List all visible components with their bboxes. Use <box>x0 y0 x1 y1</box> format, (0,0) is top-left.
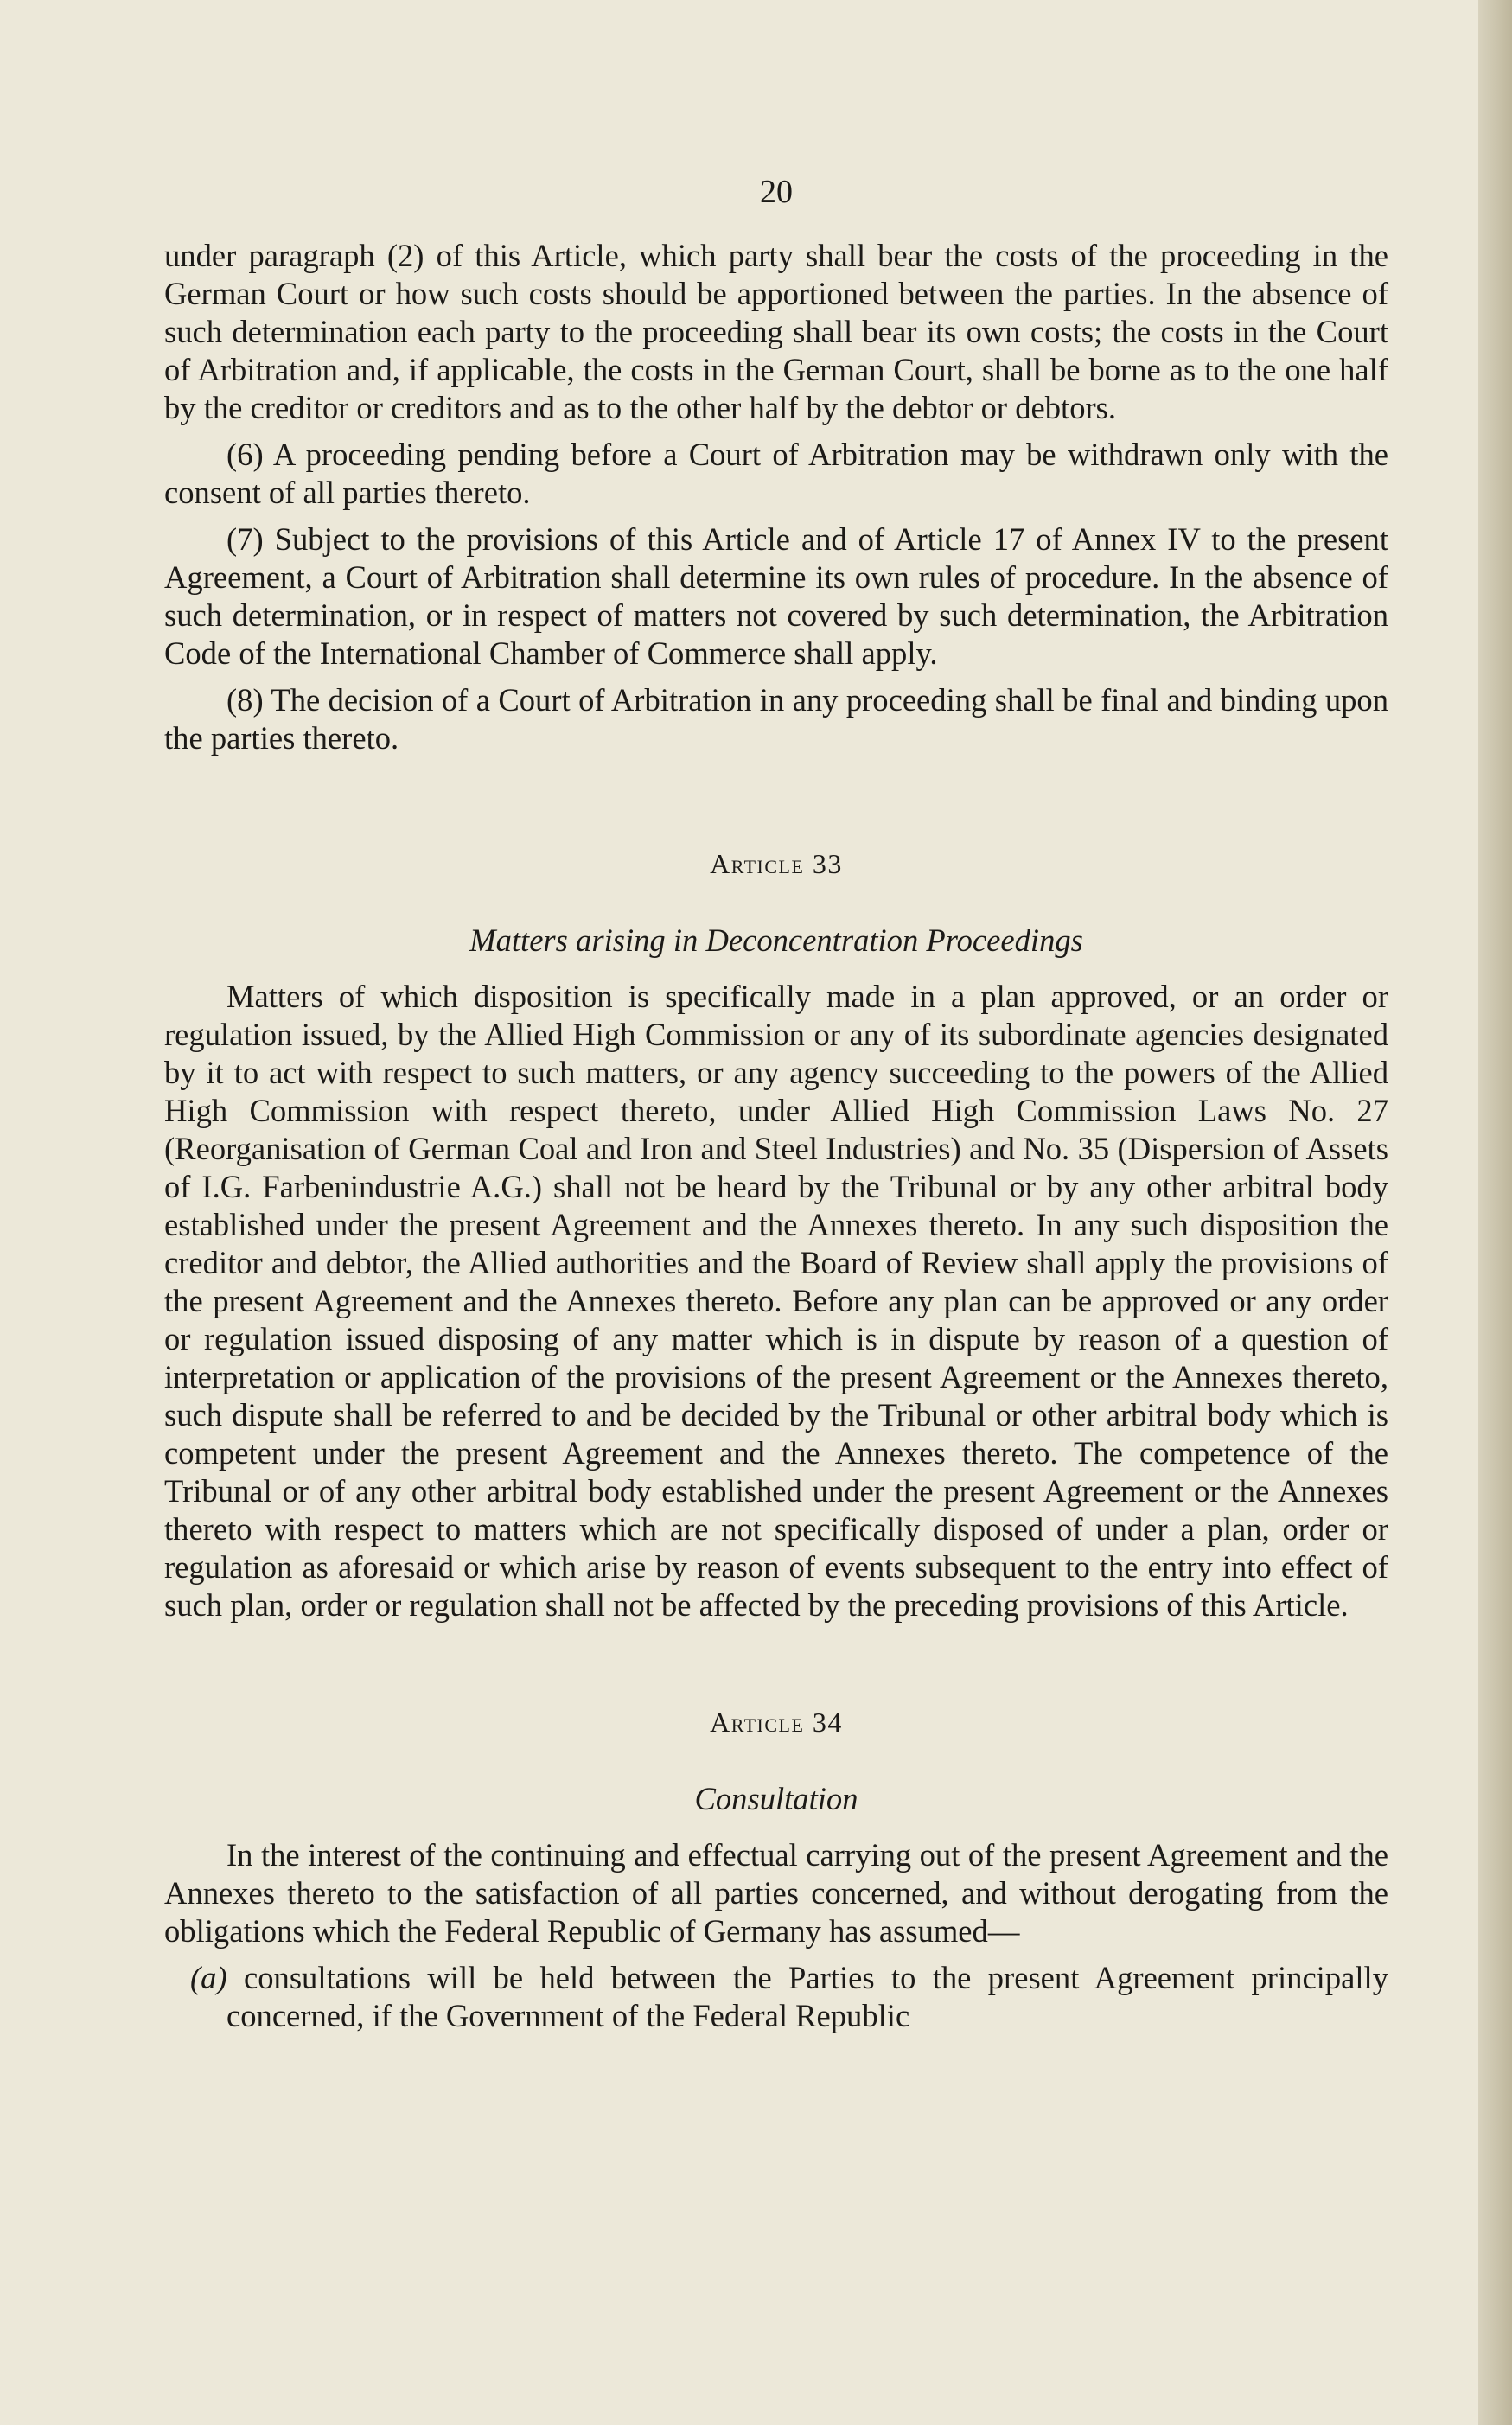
page-number: 20 <box>760 174 793 210</box>
paragraph-6: (6) A proceeding pending before a Court of Arbitration may be withdrawn only with the consent of all parties thereto. <box>164 437 1388 510</box>
paragraph-7: (7) Subject to the provisions of this Article and of Article 17 of Annex IV to the present Agreement, a Court of Arbitration shall determine its own rules of procedure. In the absence of such determination, or in respect of matters not covered by such determination, the Arbitration Code of the International Chamber of Commerce shall apply. <box>164 521 1388 671</box>
article-33-text: Matters of which disposition is specifically made in a plan approved, or an order or regulation issued, by the Allied High Commission or any of its subordinate agencies designated by it to act with respect to such matters, or any agency succeeding to the powers of the Allied High Commission with respect thereto, under Allied High Commission Laws No. 27 (Reorganisation of German Coal and Iron and Steel Industries) and No. 35 (Dispersion of Assets of I.G. Farbenindustrie A.G.) shall not be heard by the Tribunal or by any other arbitral body established under the present Agreement and the Annexes thereto. In any such disposition the creditor and debtor, the Allied authorities and the Board of Review shall apply the provisions of the present Agreement and the Annexes thereto. Before any plan can be approved or any order or regulation issued disposing of any matter which is in dispute by reason of a question of interpretation or application of the provisions of the present Agreement or the Annexes thereto, such dispute shall be referred to and be decided by the Tribunal or other arbitral body which is competent under the present Agreement and the Annexes thereto. The competence of the Tribunal or of any other arbitral body established under the present Agreement or the Annexes thereto with respect to matters which are not specifically disposed of under a plan, order or regulation as aforesaid or which arise by reason of events subsequent to the entry into effect of such plan, order or regulation shall not be affected by the preceding provisions of this Article. <box>164 979 1388 1623</box>
paragraph-8: (8) The decision of a Court of Arbitration in any proceeding shall be final and binding upon the parties thereto. <box>164 682 1388 756</box>
article-34-text: In the interest of the continuing and effectual carrying out of the present Agreement and the Annexes thereto to the satisfaction of all parties concerned, and without derogating from the obligations which the Federal Republic of Germany has assumed— <box>164 1837 1388 1949</box>
article-34-title: Consultation <box>694 1781 858 1816</box>
article-33-heading: Article 33 <box>710 848 843 879</box>
article-34-item-a <box>164 1959 1388 2035</box>
paragraph-continued: under paragraph (2) of this Article, which party shall bear the costs of the proceeding in the German Court or how such costs should be apportioned between the parties. In the absence of such determination each party to the proceeding shall bear its own costs; the costs in the Court of Arbitration and, if applicable, the costs in the German Court, shall be borne as to the one half by the creditor or creditors and as to the other half by the debtor or debtors. <box>164 238 1388 425</box>
item-a-text: consultations will be held between the Parties to the present Agreement principally concerned, if the Government of the Federal Republic <box>226 1960 1388 2033</box>
article-33-title: Matters arising in Deconcentration Proceedings <box>469 922 1083 958</box>
item-a-label: (a) <box>190 1960 227 1995</box>
article-34-heading: Article 34 <box>710 1707 843 1738</box>
page-content <box>164 173 1388 2035</box>
page-edge <box>1478 0 1512 2425</box>
